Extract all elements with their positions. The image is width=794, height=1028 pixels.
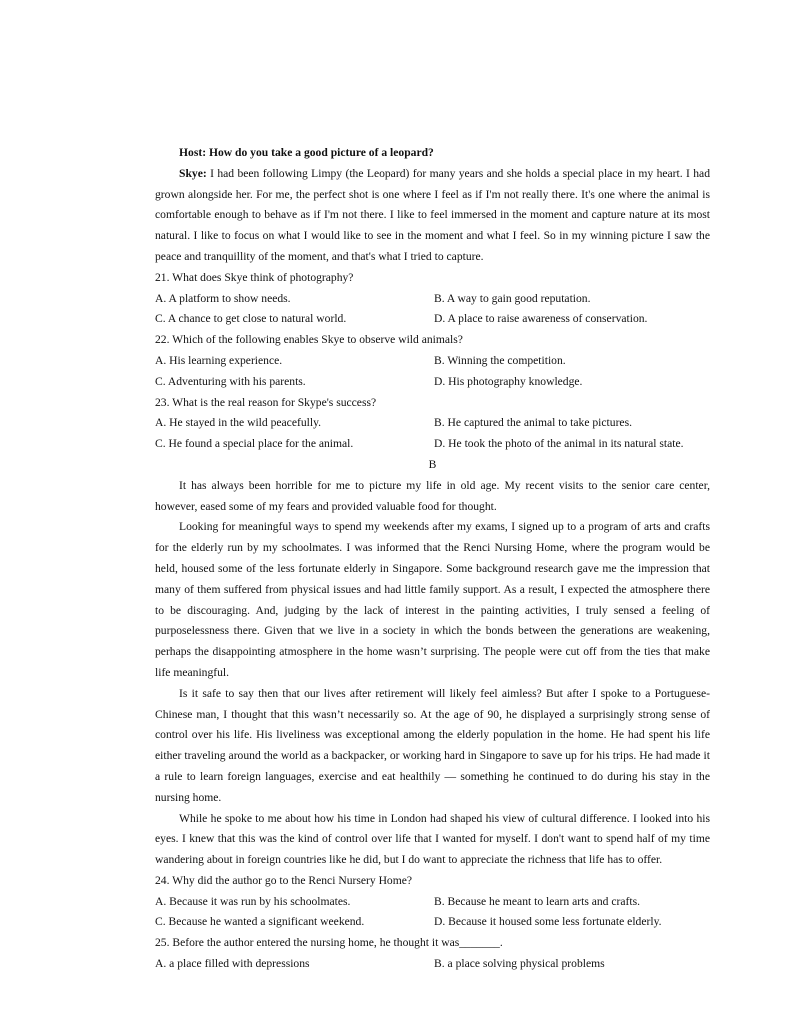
question-21-options-row-1 xyxy=(155,289,710,310)
passage-paragraph-1: It has always been horrible for me to picture my life in old age. My recent visits to the senior care center, however, eased some of my fears and provided valuable food for thought. xyxy=(155,478,710,513)
option: C. A chance to get close to natural world. xyxy=(155,312,347,326)
option: B. Because he meant to learn arts and crafts. xyxy=(434,894,641,908)
option: B. a place solving physical problems xyxy=(434,957,605,971)
option: A. His learning experience. xyxy=(155,353,283,367)
document-page xyxy=(155,143,710,975)
option: D. A place to raise awareness of conservation. xyxy=(434,312,648,326)
option: D. Because it housed some less fortunate elderly. xyxy=(434,915,662,929)
passage-paragraph-4: While he spoke to me about how his time in London had shaped his view of cultural difference. I looked into his eyes. I knew that this was the kind of control over life that I wanted for myself. I don't want to spend half of my time wandering about in foreign countries like he did, but I do want to appreciate the richness that life has to offer. xyxy=(155,811,710,867)
question-23-options-row-2 xyxy=(155,434,710,455)
option: A. A platform to show needs. xyxy=(155,291,291,305)
question-25: 25. Before the author entered the nursing home, he thought it was_______. xyxy=(155,936,503,950)
passage-paragraph-3: Is it safe to say then that our lives after retirement will likely feel aimless? But after I spoke to a Portuguese-Chinese man, I thought that this wasn’t necessarily so. At the age of 90, he displayed a surprisingly strong sense of control over his life. His liveliness was exceptional among the elderly population in the home. He had spent his life either traveling around the world as a backpacker, or working hard in Singapore to save up for his trips. He had made it a rule to learn foreign languages, exercise and eat healthily — something he continued to do during his stay in the nursing home. xyxy=(155,686,710,804)
question-22: 22. Which of the following enables Skye to observe wild animals? xyxy=(155,333,463,347)
option: D. He took the photo of the animal in its natural state. xyxy=(434,437,684,451)
option: A. Because it was run by his schoolmates. xyxy=(155,894,351,908)
question-21: 21. What does Skye think of photography? xyxy=(155,270,354,284)
host-question: Host: How do you take a good picture of a leopard? xyxy=(179,146,434,159)
question-24-options-row-2 xyxy=(155,912,710,933)
question-23: 23. What is the real reason for Skype's success? xyxy=(155,395,377,409)
question-25-options-row-1 xyxy=(155,954,710,975)
question-22-options-row-1 xyxy=(155,351,710,372)
question-22-options-row-2 xyxy=(155,372,710,393)
option: B. A way to gain good reputation. xyxy=(434,291,591,305)
skye-answer xyxy=(155,164,710,268)
option: B. Winning the competition. xyxy=(434,353,566,367)
option: C. Adventuring with his parents. xyxy=(155,374,306,388)
question-23-options-row-1 xyxy=(155,413,710,434)
section-b-heading: B xyxy=(428,457,437,471)
option: C. Because he wanted a significant weekend. xyxy=(155,915,365,929)
option: B. He captured the animal to take pictures. xyxy=(434,416,632,430)
option: A. He stayed in the wild peacefully. xyxy=(155,416,322,430)
question-24-options-row-1 xyxy=(155,892,710,913)
question-24: 24. Why did the author go to the Renci Nursery Home? xyxy=(155,873,413,887)
passage-paragraph-2: Looking for meaningful ways to spend my weekends after my exams, I signed up to a program of arts and crafts for the elderly run by my schoolmates. I was informed that the Renci Nursing Home, where the program would be held, housed some of the less fortunate elderly in Singapore. Some background research gave me the impression that many of them suffered from physical issues and had little family support. As a result, I expected the atmosphere there to be discouraging. And, judging by the lack of interest in the painting activities, I truly sensed a feeling of purposelessness there. Given that we live in a society in which the bonds between the generations are weakening, perhaps the disappointing atmosphere in the home wasn’t surprising. The people were cut off from the ties that make life meaningful. xyxy=(155,520,710,679)
skye-label: Skye: xyxy=(179,166,207,180)
option: D. His photography knowledge. xyxy=(434,374,583,388)
option: A. a place filled with depressions xyxy=(155,957,310,971)
option: C. He found a special place for the animal. xyxy=(155,437,354,451)
question-21-options-row-2 xyxy=(155,309,710,330)
skye-answer-text: I had been following Limpy (the Leopard) for many years and she holds a special place in my heart. I had grown alongside her. For me, the perfect shot is one where I feel as if I'm not really there. It's one where the animal is comfortable enough to behave as if I'm not there. I like to feel immersed in the moment and capture nature at its most natural. I like to focus on what I would like to see in the moment and what I feel. So in my winning picture I saw the peace and tranquillity of the moment, and that's what I tried to capture. xyxy=(155,166,710,263)
